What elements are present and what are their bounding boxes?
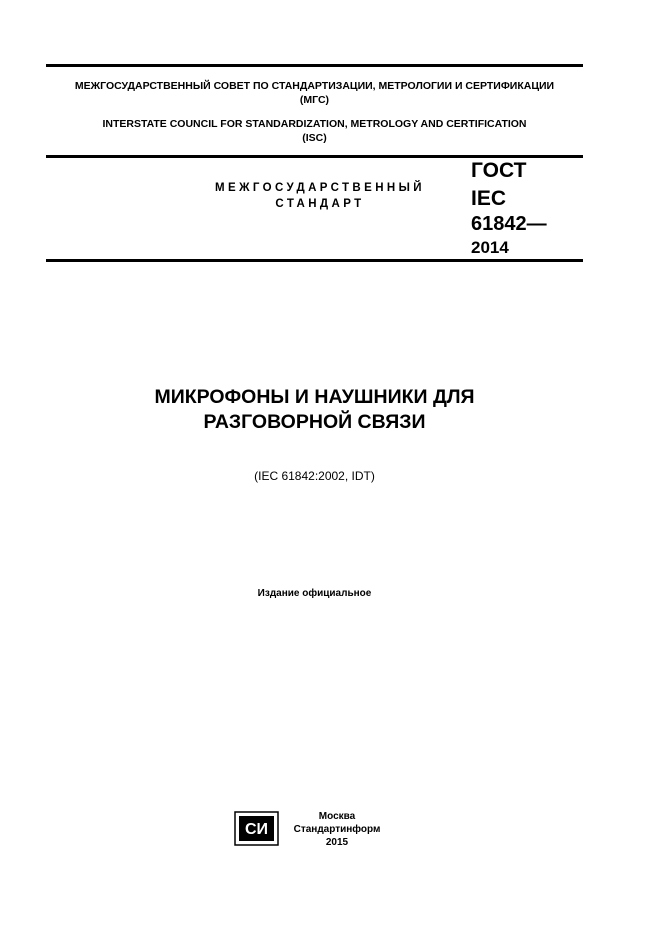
publisher-city: Москва xyxy=(318,811,356,822)
bottom-rule xyxy=(46,259,583,262)
council-name-en xyxy=(46,117,583,145)
logo-lettering: СИ xyxy=(244,821,269,838)
designation-gost: ГОСТ xyxy=(471,159,527,182)
document-title xyxy=(46,385,583,435)
publisher-block xyxy=(287,810,387,849)
council-name-ru xyxy=(46,79,583,107)
designation-iec: IEC xyxy=(471,187,507,210)
title-line2: РАЗГОВОРНОЙ СВЯЗИ xyxy=(203,411,426,433)
council-ru-abbr: (МГС) xyxy=(299,94,330,106)
standard-type-label xyxy=(190,180,450,212)
publisher-name: Стандартинформ xyxy=(293,824,381,835)
middle-rule xyxy=(46,155,583,158)
edition-label: Издание официальное xyxy=(257,588,372,599)
iec-reference: (IEC 61842:2002, IDT) xyxy=(254,469,375,483)
standartinform-logo-icon xyxy=(234,811,279,846)
standard-type-line1: МЕЖГОСУДАРСТВЕННЫЙ xyxy=(215,182,425,194)
publication-year: 2015 xyxy=(325,837,349,848)
council-ru-line1: МЕЖГОСУДАРСТВЕННЫЙ СОВЕТ ПО СТАНДАРТИЗАЦИИ, МЕТРОЛОГИИ И СЕРТИФИКАЦИИ xyxy=(74,80,555,92)
title-line1: МИКРОФОНЫ И НАУШНИКИ ДЛЯ xyxy=(154,386,475,408)
standard-type-line2: СТАНДАРТ xyxy=(275,198,365,210)
designation-number: 61842— xyxy=(471,213,547,235)
council-en-abbr: (ISC) xyxy=(302,132,327,144)
council-en-line1: INTERSTATE COUNCIL FOR STANDARDIZATION, METROLOGY AND CERTIFICATION xyxy=(102,118,527,130)
top-rule xyxy=(46,64,583,67)
designation-year: 2014 xyxy=(471,238,509,257)
